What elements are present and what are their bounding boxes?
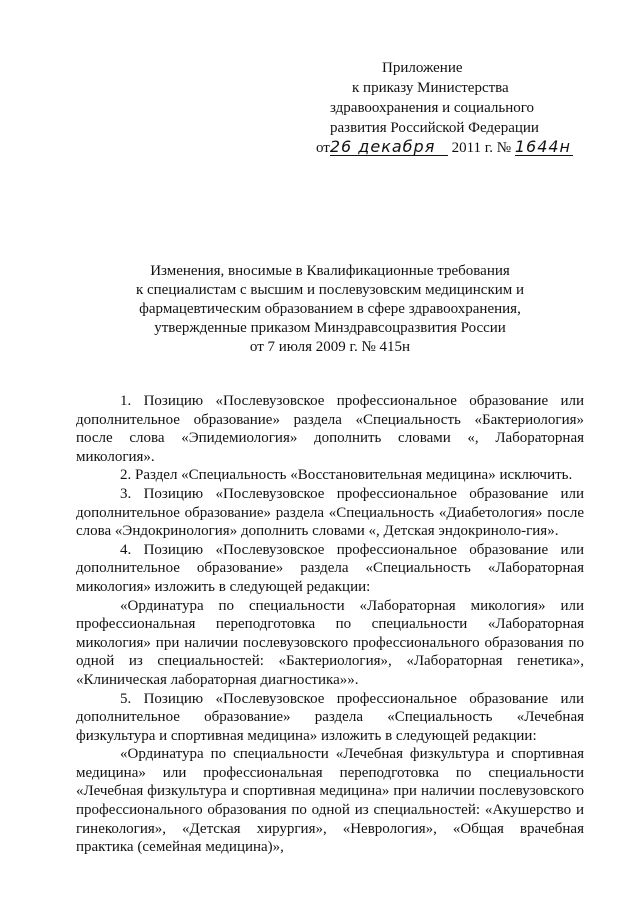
item-1: 1. Позицию «Послевузовское профессиональное образование или дополнительное образование» раздела «Специальность «Бактериология» после слова «Эпидемиология» дополнить словами «, Лабораторная микология». bbox=[76, 393, 584, 465]
item-4-quote: «Ординатура по специальности «Лабораторная микология» или профессиональная переподготовка по специальности «Лабораторная микология» при наличии послевузовского профессионального образования по одной из специальностей: «Бактериология», «Лабораторная генетика», «Клиническая лабораторная диагностика»». bbox=[76, 597, 584, 688]
order-year: 2011 г. № bbox=[451, 140, 512, 156]
item-3: 3. Позицию «Послевузовское профессиональное образование или дополнительное образование» раздела «Специальность «Диабетология» после слова «Эндокринология» дополнить словами «, Детская эндокриноло-гия». bbox=[76, 485, 584, 540]
item-5-quote: «Ординатура по специальности «Лечебная физкультура и спортивная медицина» или профессиональная переподготовка по специальности «Лечебная физкультура и спортивная медицина» при наличии послевузовского профессионального образования по одной из специальностей: «Акушерство и гинекология», «Детская хирургия», «Неврология», «Общая врачебная практика (семейная медицина)», bbox=[76, 746, 584, 856]
document-title bbox=[100, 262, 560, 357]
date-prefix: от bbox=[316, 140, 330, 156]
appendix-ministry-line-2: развития Российской Федерации bbox=[330, 120, 539, 136]
order-date-line bbox=[316, 138, 616, 158]
title-line: от 7 июля 2009 г. № 415н bbox=[249, 339, 411, 355]
title-line: утвержденные приказом Минздравсоцразвития России bbox=[154, 320, 506, 336]
item-2: 2. Раздел «Специальность «Восстановительная медицина» исключить. bbox=[120, 467, 573, 484]
title-line: к специалистам с высшим и послевузовским медицинским и bbox=[135, 282, 525, 298]
title-line: фармацевтическим образованием в сфере здравоохранения, bbox=[139, 301, 521, 317]
item-5: 5. Позицию «Послевузовское профессиональное образование или дополнительное образование» раздела «Специальность «Лечебная физкультура и спортивная медицина» изложить в следующей редакции: bbox=[76, 690, 584, 744]
appendix-label: Приложение bbox=[382, 60, 463, 76]
title-line: Изменения, вносимые в Квалификационные требования bbox=[150, 263, 510, 279]
item-4: 4. Позицию «Послевузовское профессиональное образование или дополнительное образование» раздела «Специальность «Лабораторная микология» изложить в следующей редакции: bbox=[76, 541, 584, 595]
handwritten-order-number: 1644н bbox=[514, 137, 572, 156]
appendix-order-ref: к приказу Министерства bbox=[352, 80, 509, 96]
appendix-ministry-line: здравоохранения и социального bbox=[330, 100, 535, 116]
document-body bbox=[76, 392, 584, 857]
appendix-header bbox=[316, 58, 616, 158]
handwritten-date: 26 декабря bbox=[330, 139, 448, 156]
